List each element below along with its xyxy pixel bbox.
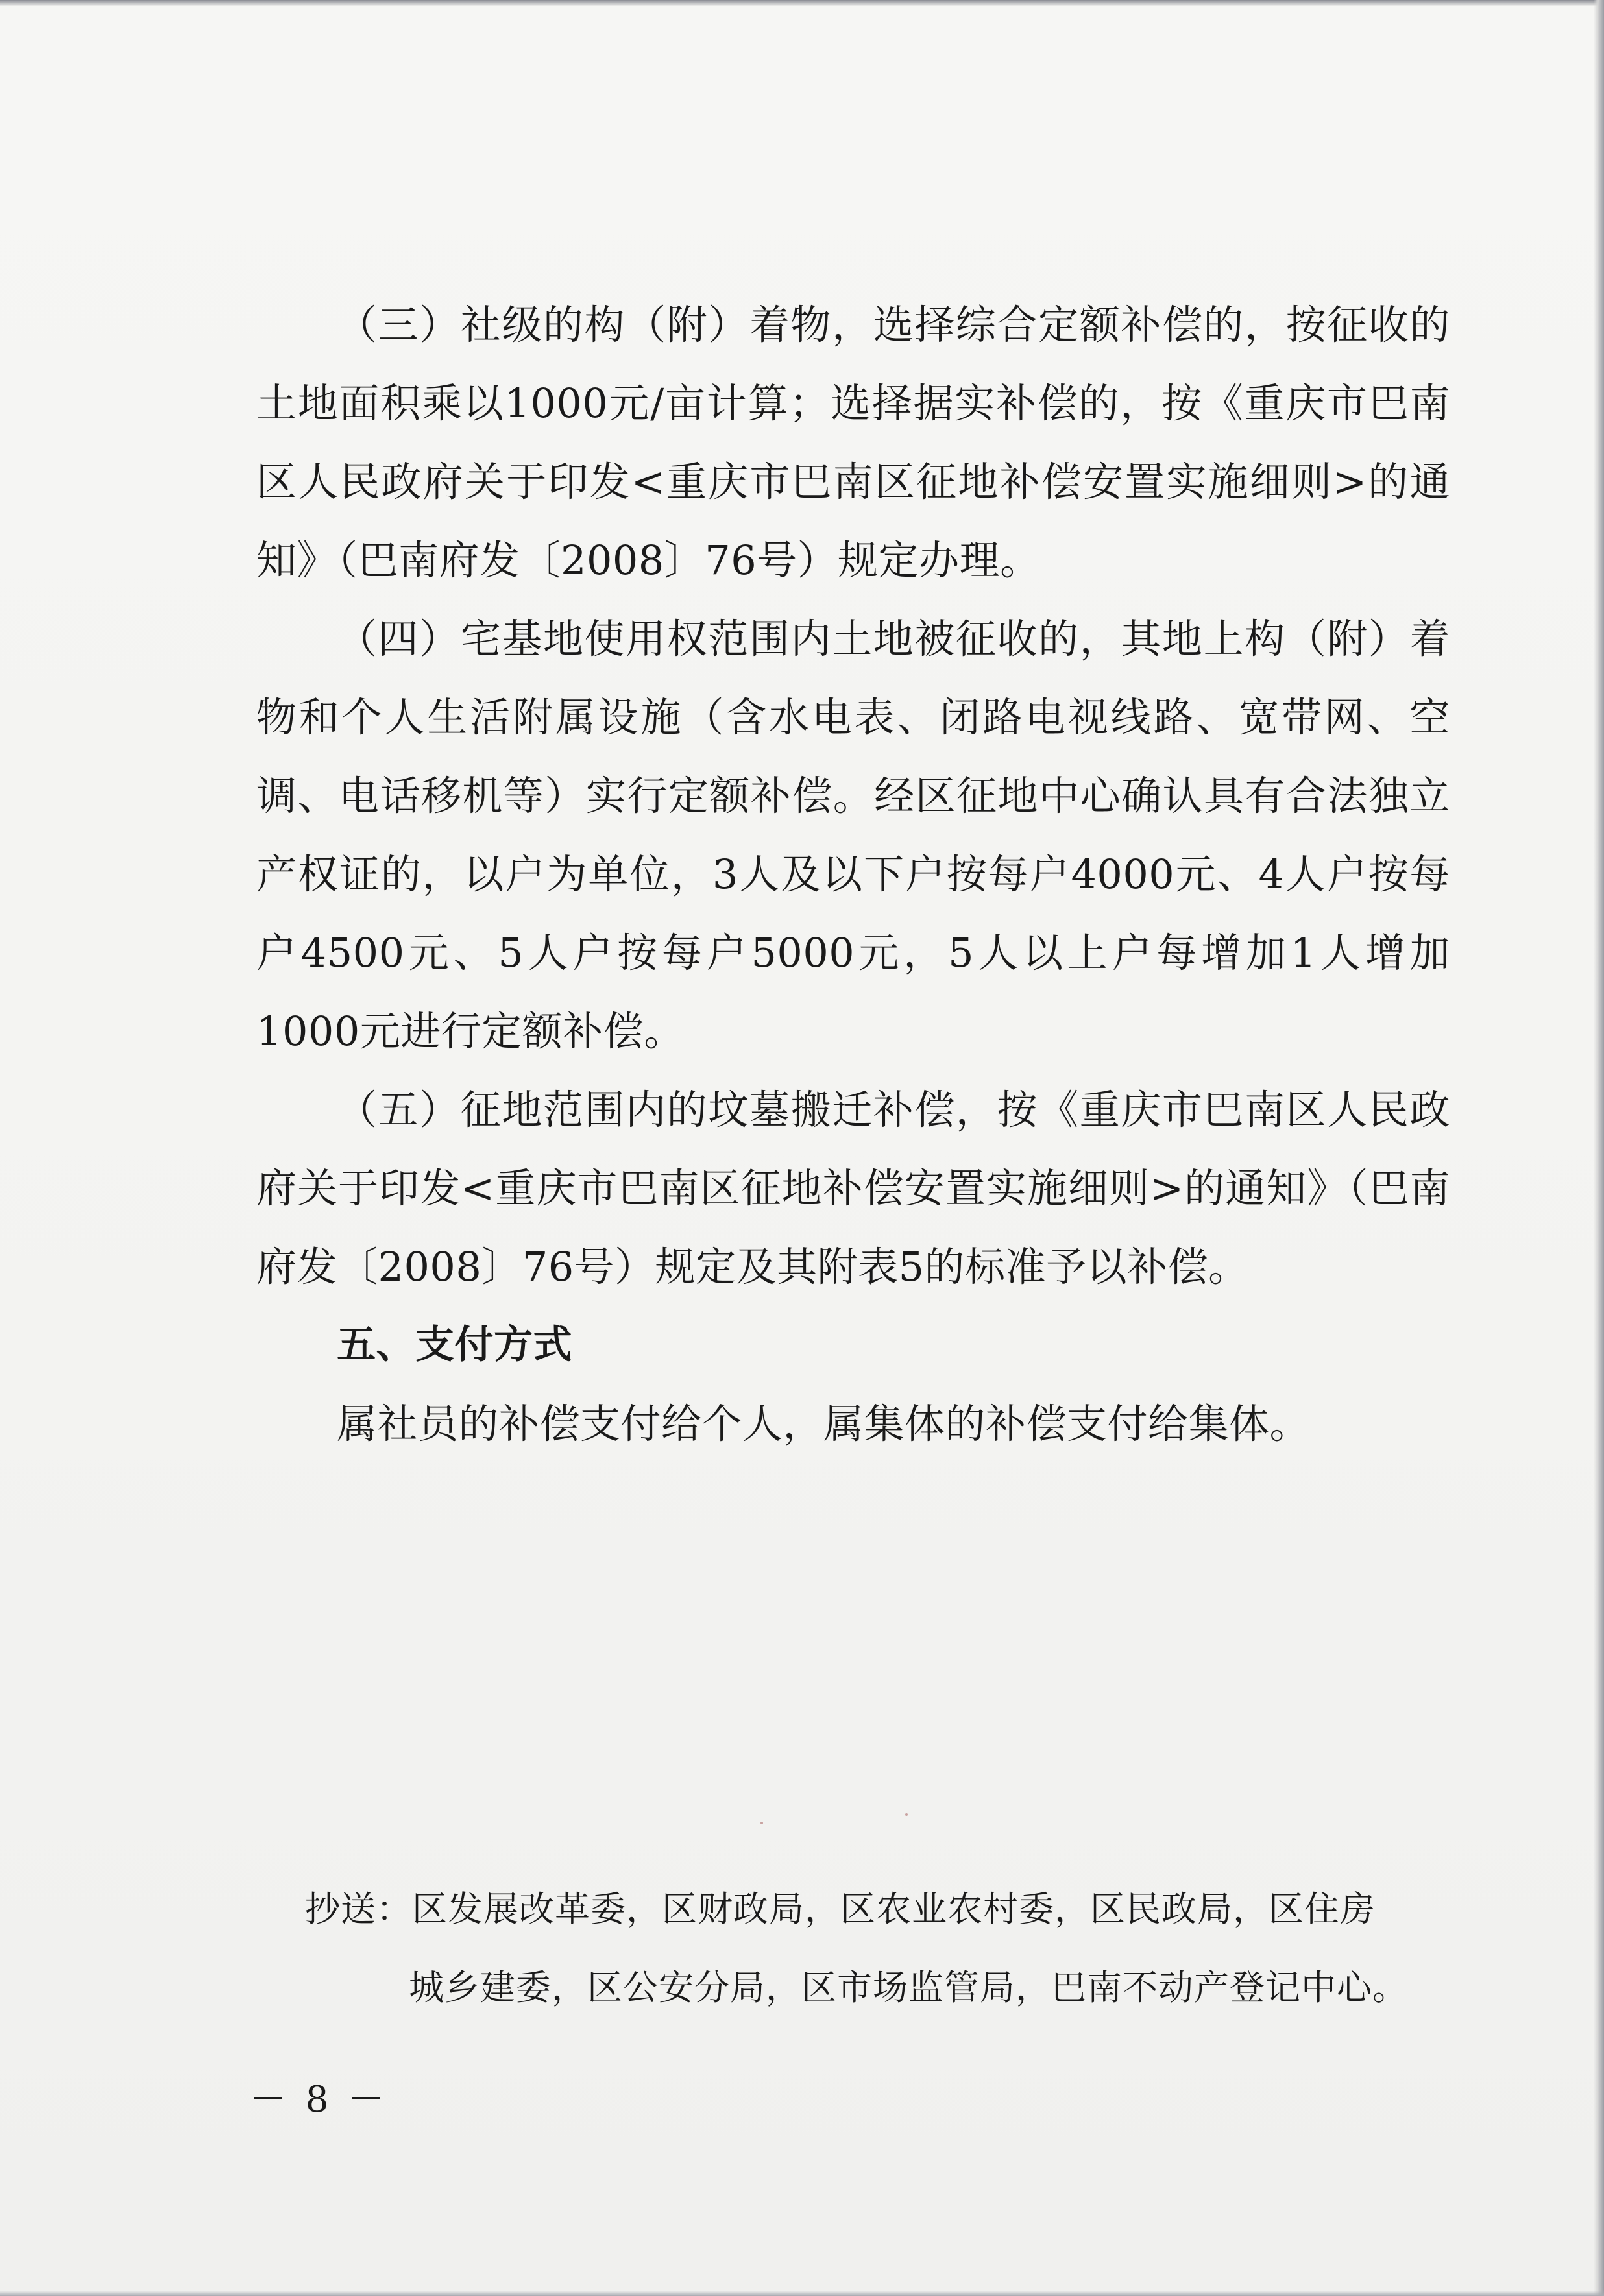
cc-distribution-list (305, 1870, 1447, 2027)
scan-edge-bottom (0, 2291, 1604, 2296)
paragraph-item-5: （五）征地范围内的坟墓搬迁补偿，按《重庆市巴南区人民政府关于印发<重庆市巴南区征地补偿安置实施细则>的通知》（巴南府发〔2008〕76号）规定及其附表5的标准予以补偿。 (256, 1086, 1450, 1290)
scan-edge-right (1594, 0, 1604, 2296)
scan-speck (905, 1813, 908, 1816)
section-heading-payment: 五、支付方式 (337, 1322, 572, 1368)
cc-line-1: 抄送：区发展改革委，区财政局，区农业农村委，区民政局，区住房 (305, 1889, 1376, 1929)
scan-speck (760, 1822, 763, 1824)
scan-edge-top (0, 0, 1604, 6)
paragraph-item-4: （四）宅基地使用权范围内土地被征收的，其地上构（附）着物和个人生活附属设施（含水电表、闭路电视线路、宽带网、空调、电话移机等）实行定额补偿。经区征地中心确认具有合法独立产权证的，以户为单位，3人及以下户按每户4000元、4人户按每户4500元、5人户按每户5000元，5人以上户每增加1人增加1000元进行定额补偿。 (256, 615, 1450, 1055)
cc-line-2: 城乡建委，区公安分局，区市场监管局，巴南不动产登记中心。 (409, 1967, 1408, 2008)
paragraph-item-3: （三）社级的构（附）着物，选择综合定额补偿的，按征收的土地面积乘以1000元/亩计算；选择据实补偿的，按《重庆市巴南区人民政府关于印发<重庆市巴南区征地补偿安置实施细则>的通知》（巴南府发〔2008〕76号）规定办理。 (256, 301, 1450, 584)
page-number: － 8 － (250, 2079, 389, 2121)
document-body (256, 285, 1450, 1463)
paragraph-payment: 属社员的补偿支付给个人，属集体的补偿支付给集体。 (337, 1400, 1311, 1447)
